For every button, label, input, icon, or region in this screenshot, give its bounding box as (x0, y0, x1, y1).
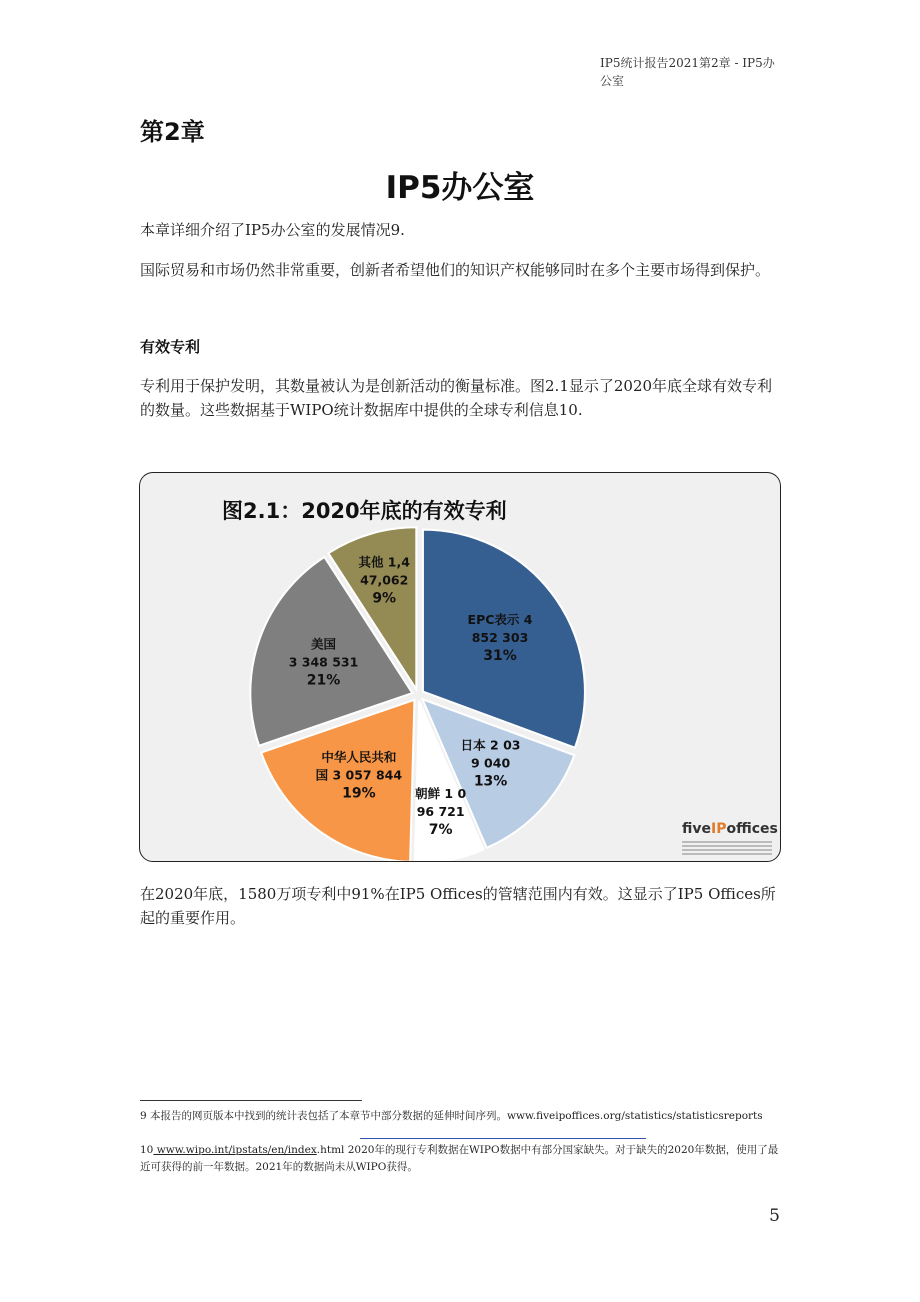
slice-value-label: 日本 2 03 (460, 737, 521, 753)
slice-value-label: EPC表示 4 (467, 611, 533, 627)
page-number: 5 (769, 1206, 780, 1226)
logo-ip: IP (711, 821, 727, 837)
slice-value-label: 96 721 (416, 804, 465, 820)
footnote-10 (140, 1142, 780, 1176)
slice-value-label: 中华人民共和 (321, 749, 397, 765)
running-header: IP5统计报告2021第2章 - IP5办公室 (600, 56, 775, 88)
conclusion-paragraph: 在2020年底，1580万项专利中91%在IP5 Offices的管辖范围内有效。这显示了IP5 Offices所起的重要作用。 (140, 885, 776, 927)
pie-chart (140, 473, 780, 861)
logo-five: five (682, 821, 711, 837)
slice-value-label: 47,062 (360, 572, 409, 588)
footnote-rule (140, 1100, 362, 1101)
slice-percent-label: 9% (372, 590, 397, 607)
page-title: IP5办公室 (385, 170, 535, 206)
patents-paragraph: 专利用于保护发明，其数量被认为是创新活动的衡量标准。图2.1显示了2020年底全球有效专利的数量。这些数据基于WIPO统计数据库中提供的全球专利信息10. (140, 377, 773, 419)
footnote-9: 9 本报告的网页版本中找到的统计表包括了本章节中部分数据的延伸时间序列。www.fiveipoffices.org/statistics/statisticsreports (140, 1110, 763, 1122)
section-heading: 有效专利 (140, 338, 201, 356)
slice-percent-label: 21% (306, 672, 341, 689)
slice-value-label: 3 348 531 (288, 654, 359, 670)
fiveipoffices-logo (682, 821, 778, 837)
slice-value-label: 美国 (311, 636, 337, 652)
logo-offices: offices (726, 821, 778, 837)
slice-value-label: 国 3 057 844 (315, 767, 403, 783)
slice-percent-label: 31% (483, 647, 517, 664)
footnote-10-text: .html 2020年的现行专利数据在WIPO数据中有部分国家缺失。对于缺失的2020年数据，使用了最近可获得的前一年数据。2021年的数据尚未从WIPO获得。 (140, 1144, 779, 1173)
wipo-link[interactable]: www.wipo.int/ipstats/en/index (153, 1144, 317, 1156)
logo-subtext (682, 839, 772, 855)
slice-percent-label: 13% (473, 773, 508, 790)
slice-percent-label: 19% (342, 785, 376, 802)
figure-2-1 (139, 472, 781, 862)
slice-value-label: 9 040 (471, 755, 511, 771)
chart-title: 图2.1：2020年底的有效专利 (222, 499, 507, 523)
slice-value-label: 其他 1,4 (358, 554, 410, 570)
footnote-10-number: 10 (140, 1144, 154, 1156)
chapter-label: 第2章 (140, 118, 205, 146)
slice-percent-label: 7% (428, 822, 453, 839)
slice-value-label: 朝鲜 1 0 (415, 786, 467, 802)
trade-paragraph: 国际贸易和市场仍然非常重要，创新者希望他们的知识产权能够同时在多个主要市场得到保护。 (140, 261, 771, 279)
intro-paragraph: 本章详细介绍了IP5办公室的发展情况9. (140, 221, 405, 239)
slice-value-label: 852 303 (471, 629, 529, 645)
link-underline (360, 1138, 646, 1139)
